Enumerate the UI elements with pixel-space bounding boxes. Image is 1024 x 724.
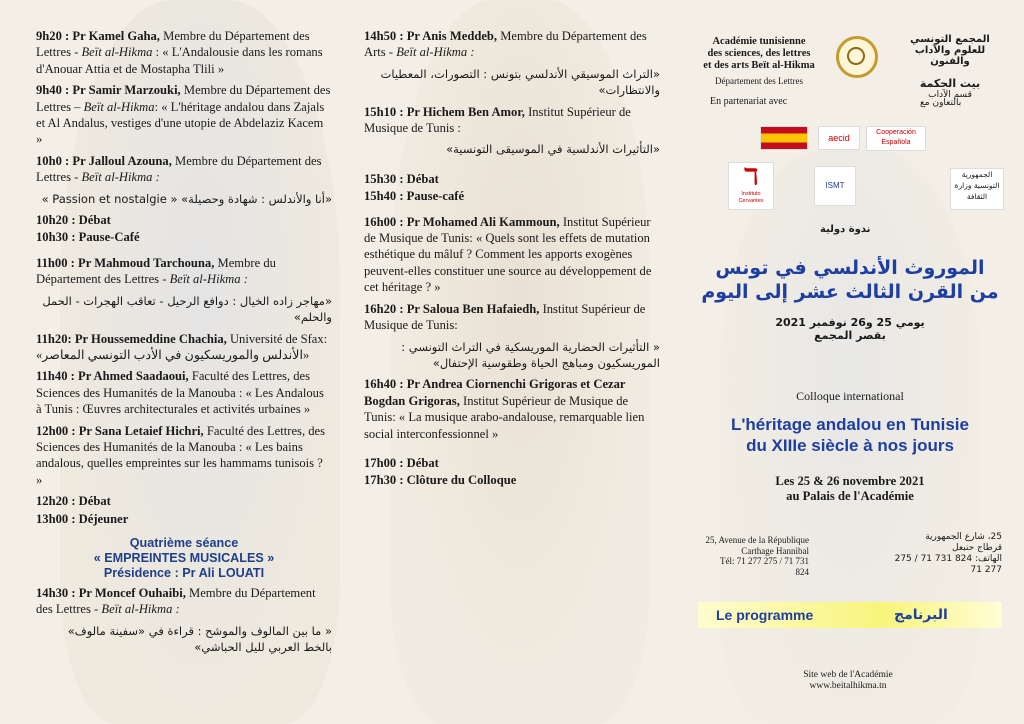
academy-name-ar-text: المجمع التونسي للعلوم والآداب والفنون (910, 34, 990, 67)
speaker-affiliation: Membre du Département des Lettres - (36, 153, 322, 185)
address-fr (705, 535, 809, 577)
place-fr-line: au Palais de l'Académie (786, 489, 914, 503)
speaker-name: Pr Hichem Ben Amor, (406, 104, 525, 119)
program-entry (364, 376, 660, 442)
talk-title-ar: «التأثيرات الأندلسية في الموسيقى التونسية» (446, 142, 660, 157)
talk-title-ar: «أنا والأندلس : شهادة وحصيلة» « Passion et nostalgie » (41, 191, 332, 206)
speaker-name: Pr Andrea Ciornenchi Grigoras et Cezar Bogdan Grigoras, (364, 377, 626, 408)
speaker-name: Pr Saloua Ben Hafaiedh, (406, 301, 540, 316)
schedule-break: 10h20 : Débat (36, 213, 111, 228)
program-column-1 (36, 28, 332, 661)
spain-embassy-logo-icon (760, 126, 808, 150)
speaker-affiliation: Membre du Département des Lettres - (36, 29, 310, 60)
address-ar-line-3: الهاتف: 824 731 71 / 275 277 71 (894, 554, 1002, 575)
speaker-affiliation: Faculté des Lettres, des Sciences des Humanités de la Manouba : « Les bains andalous, quelles empreintes sur les hammams tunisois ? » (36, 423, 326, 487)
talk-title-ar: « التأثيرات الحضارية الموريسكية في التراث التونسي : الموريسكيون ومباهج الحياة وطقوسية الإحتفال» (401, 339, 660, 370)
schedule-break: 17h00 : Débat (364, 455, 439, 470)
department-ar: قسم الآداب (928, 90, 972, 100)
title-ar-line-2: من القرن الثالث عشر إلى اليوم (701, 281, 999, 303)
address-ar-line-2: قرطاج حنبعل (952, 543, 1002, 553)
program-entry (36, 82, 332, 148)
cervantes-logo (728, 162, 774, 210)
program-entry (364, 104, 660, 137)
schedule-break: 10h30 : Pause-Café (36, 230, 140, 245)
institution-name: Beït al-Hikma (81, 45, 153, 60)
program-entry (36, 331, 332, 364)
speaker-affiliation: Membre du Département des Lettres – (36, 83, 331, 114)
program-entry (364, 214, 660, 296)
speaker-affiliation: Université de Sfax: (226, 331, 328, 346)
entry-time: 14h50 : (364, 29, 407, 43)
speaker-affiliation: Institut Supérieur de Musique de Tunis: « Quels sont les effets de mutation esthétique du mâluf ? Comment les apports exogènes peuvent-elles constituer une source au développement de cet héritage ? » (364, 214, 652, 295)
ismt-logo (814, 166, 856, 206)
program-entry (36, 585, 332, 618)
date-ar-line: يومي 25 و26 نوفمبر 2021 (775, 316, 925, 329)
address-ar (880, 532, 1002, 576)
talk-title-ar: «مهاجر زاده الخيال : دوافع الرحيل - تعاقب الهجرات - الحمل والحلم» (42, 293, 332, 325)
partner-label-ar: بالتعاون مع (920, 98, 962, 108)
talk-title: : « L'Andalousie dans les romans d'Anouar Attia et de Mostapha Tlili » (36, 45, 323, 76)
program-entry (36, 153, 332, 186)
website-label: Site web de l'Académie (803, 670, 893, 680)
entry-time: 16h40 : (364, 377, 407, 392)
schedule-break: 12h20 : Débat (36, 494, 111, 509)
entry-time: 10h0 : (36, 153, 73, 168)
cervantes-text: Instituto Cervantes (738, 191, 764, 204)
talk-title-ar: «التراث الموسيقي الأندلسي بتونس : التصورات، المعطيات والانتظارات» (380, 66, 660, 98)
academy-name-ar (904, 34, 996, 100)
speaker-affiliation: Membre du Département des Lettres - (36, 255, 276, 287)
schedule-break: 17h30 : Clôture du Colloque (364, 473, 517, 488)
cooperacion-logo (866, 126, 926, 151)
institution-name: Beït al-Hikma (83, 99, 155, 114)
institution-name: Beït al-Hikma : (101, 602, 180, 617)
ismt-text: ISMT (825, 181, 845, 190)
speaker-affiliation: Institut Supérieur de Musique de Tunis: (364, 301, 646, 333)
session-heading (36, 536, 332, 581)
address-fr-line-1: 25, Avenue de la République (705, 535, 809, 545)
program-entry (364, 28, 660, 61)
academy-line-3: et des arts Beït al-Hikma (703, 60, 815, 71)
cervantes-mark-icon: ℸ (743, 164, 759, 189)
speaker-name: Pr Mahmoud Tarchouna, (78, 255, 215, 270)
address-fr-line-3: Tél: 71 277 275 / 71 731 824 (720, 556, 809, 577)
academy-line-2: des sciences, des lettres (707, 48, 811, 59)
speaker-affiliation: Faculté des Lettres, des Sciences des Humanités de la Manouba : « Les Andalous à Tunis : Œuvres architecturales et activités urbaines » (36, 369, 324, 417)
speaker-name: Pr Sana Letaief Hichri, (78, 423, 204, 438)
program-entry (364, 301, 660, 334)
speaker-affiliation: Institut Supérieur de Musique de Tunis : (364, 104, 631, 136)
title-ar (700, 256, 1000, 304)
title-fr-line-1: L'héritage andalou en Tunisie (731, 415, 969, 434)
entry-time: 9h40 : (36, 83, 73, 98)
speaker-affiliation: Membre du Département des Arts - (364, 29, 647, 60)
entry-time: 14h30 : (36, 585, 79, 600)
program-entry (36, 368, 332, 417)
partner-label-fr: En partenariat avec (710, 96, 788, 107)
ministry-text: الجمهورية التونسية وزارة الثقافة (954, 170, 1000, 201)
entry-time: 11h20: (36, 331, 75, 346)
address-fr-line-2: Carthage Hannibal (741, 545, 809, 556)
entry-time: 15h10 : (364, 104, 407, 119)
program-label-fr: Le programme (716, 607, 814, 623)
department-fr: Département des Lettres (715, 76, 803, 86)
speaker-affiliation: Membre du Département des Lettres - (36, 585, 316, 617)
speaker-name: Pr Anis Meddeb, (406, 29, 498, 43)
ministry-culture-logo (950, 168, 1004, 210)
nadwa-label: ندوة دولية (820, 224, 871, 235)
aecid-logo (818, 126, 860, 150)
title-fr-line-2: du XIIIe siècle à nos jours (746, 436, 954, 455)
title-ar-line-1: الموروث الأندلسي في تونس (715, 257, 985, 279)
institution-name: Beït al-Hikma : (396, 45, 475, 60)
academy-seal-icon (836, 36, 878, 78)
speaker-name: Pr Samir Marzouki, (72, 83, 181, 98)
session-line1: Quatrième séance (129, 535, 239, 550)
aecid-text: aecid (828, 133, 850, 143)
title-fr (700, 414, 1000, 456)
speaker-name: Pr Houssemeddine Chachia, (74, 331, 227, 346)
entry-time: 16h00 : (364, 214, 407, 229)
talk-title: «الأندلس والموريسكيون في الأدب التونسي المعاصر» (36, 347, 310, 362)
dates-fr (700, 474, 1000, 504)
program-column-2 (364, 28, 660, 498)
cooperacion-text: Cooperación Española (876, 129, 916, 146)
website-info (790, 670, 906, 692)
talk-title-ar: « ما بين المالوف والموشح : قراءة في «سفينة مالوف» بالخط العربي لليل الحباشي» (67, 623, 332, 655)
institution-name: Beït al-Hikma : (81, 170, 160, 185)
entry-time: 12h00 : (36, 423, 79, 438)
schedule-break: 15h30 : Débat (364, 171, 439, 186)
speaker-name: Pr Moncef Ouhaibi, (78, 585, 186, 600)
colloque-label: Colloque international (796, 389, 904, 403)
entry-time: 16h20 : (364, 301, 407, 316)
academy-name-fr (703, 36, 815, 87)
place-ar-line: بقصر المجمع (814, 329, 886, 342)
speaker-name: Pr Ahmed Saadaoui, (78, 369, 189, 384)
speaker-name: Pr Jalloul Azouna, (72, 153, 172, 168)
schedule-break: 15h40 : Pause-café (364, 189, 465, 204)
program-entry (36, 423, 332, 489)
speaker-name: Pr Kamel Gaha, (72, 29, 160, 43)
dates-fr-line: Les 25 & 26 novembre 2021 (775, 474, 925, 488)
program-entry (36, 28, 332, 77)
entry-time: 11h40 : (36, 369, 78, 384)
academy-line-1: Académie tunisienne (712, 36, 806, 47)
entry-time: 9h20 : (36, 29, 73, 43)
program-entry (36, 255, 332, 288)
address-ar-line-1: 25، شارع الجمهورية (925, 532, 1002, 542)
program-label-ar: البرنامج (894, 607, 948, 623)
talk-title: : « L'héritage andalou dans Zajals et Al Andalus, vestiges d'une utopie de Abdelaziz Kacem » (36, 99, 325, 147)
speaker-name: Pr Mohamed Ali Kammoun, (406, 214, 560, 229)
entry-time: 11h00 : (36, 255, 78, 270)
session-line3: Présidence : Pr Ali LOUATI (103, 565, 265, 580)
website-url[interactable]: www.beitalhikma.tn (809, 681, 887, 691)
institution-name: Beït al-Hikma : (169, 272, 248, 287)
schedule-break: 13h00 : Déjeuner (36, 511, 129, 526)
session-line2: « EMPREINTES MUSICALES » (93, 550, 275, 565)
date-ar (760, 316, 940, 342)
speaker-affiliation: Institut Supérieur de Musique de Tunis: « La musique arabo-andalouse, remarquable lien social interconfessionnel » (364, 393, 645, 441)
academy-house-ar: بيت الحكمة (919, 77, 981, 90)
